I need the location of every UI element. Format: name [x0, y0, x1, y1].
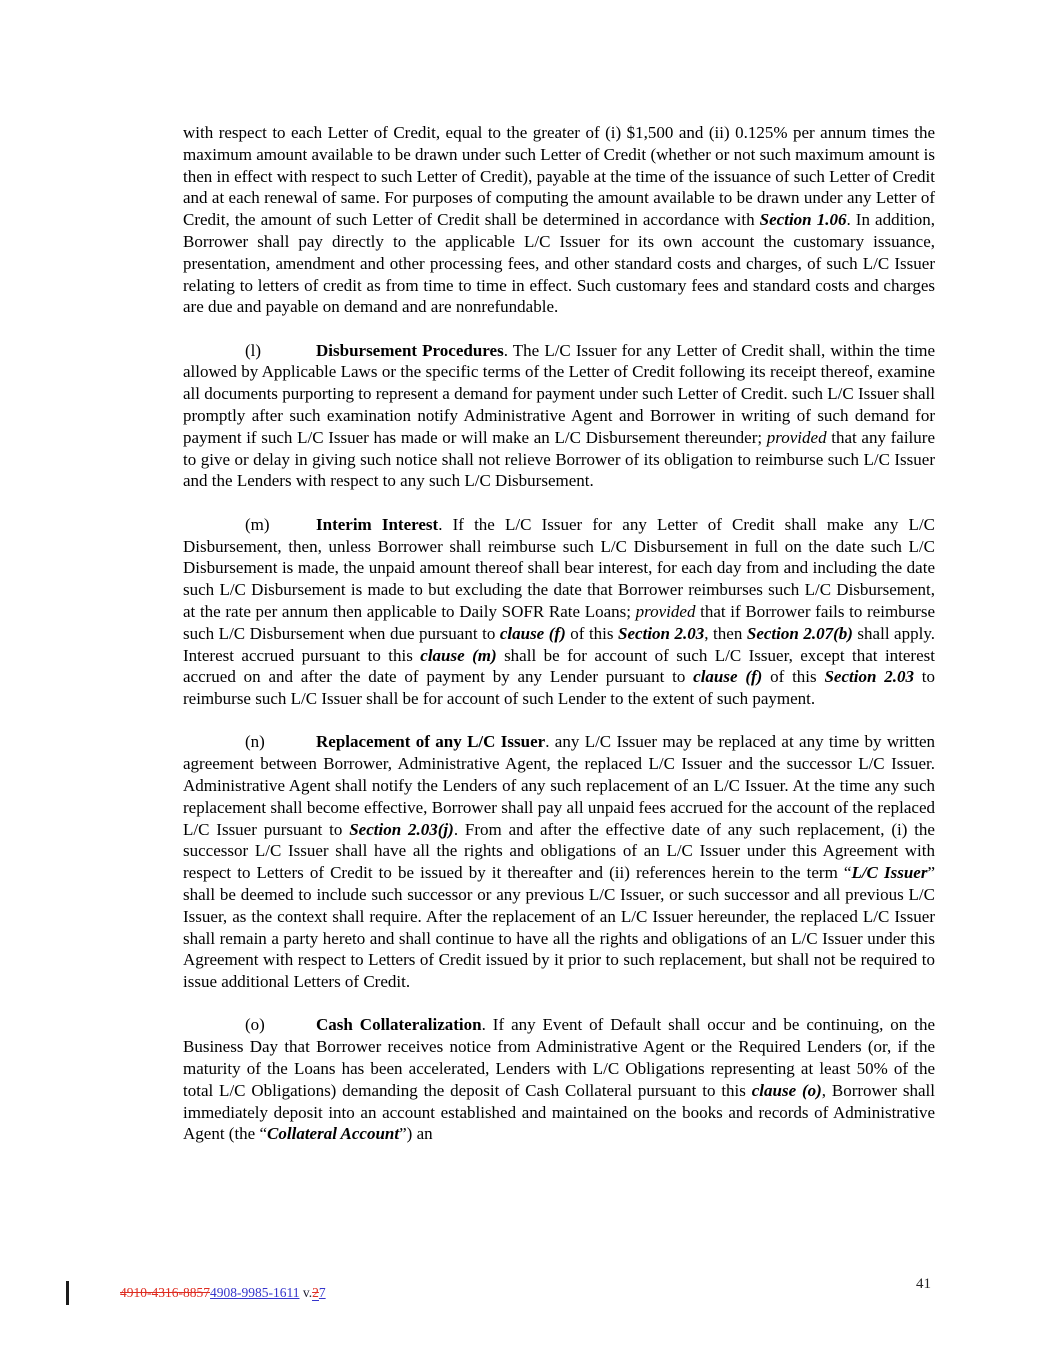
- paragraph-m: [183, 514, 935, 710]
- inserted-document-id: 4908-9985-1611: [210, 1285, 300, 1300]
- text-run: that any failure to give or delay in giving such notice shall not relieve Borrower of its obligation to reimburse such L/C Issuer and the Lenders with respect to any such L/C Disbursement.: [183, 427, 935, 491]
- text-run: L/C Issuer: [851, 863, 928, 883]
- text-run: Collateral Account: [267, 1124, 400, 1144]
- text-run: . If the L/C Issuer for any Letter of Credit shall make any L/C Disbursement, then, unless Borrower shall reimburse such L/C Disbursement in full on the date such L/C Disbursement is made, the unpaid amount thereof shall bear interest, for each day from and including the date such L/C Disbursement is made to but excluding the date that Borrower reimburses such L/C Disbursement, at the rate per annum then applicable to Daily SOFR Rate Loans;: [183, 514, 936, 621]
- paragraph-label: (o): [245, 1015, 265, 1035]
- footer-document-ids: [120, 1284, 326, 1302]
- text-run: , then: [704, 623, 747, 643]
- text-run: provided: [766, 427, 827, 447]
- text-run: Interim Interest: [316, 514, 439, 534]
- text-run: shall apply. Interest accrued pursuant to this: [183, 623, 935, 665]
- text-run: ”) an: [399, 1124, 433, 1144]
- text-run: clause (f): [499, 623, 566, 643]
- version-prefix: v.: [299, 1285, 313, 1300]
- deleted-version-number: 2: [312, 1285, 319, 1300]
- text-run: . If any Event of Default shall occur and be continuing, on the Business Day that Borrower receives notice from Administrative Agent or the Required Lenders (or, if the maturity of the Loans has been accelerated, Lenders with L/C Obligations representing at least 50% of the total L/C Obligations) demanding the deposit of Cash Collateral pursuant to this: [183, 1015, 936, 1100]
- page-number: 41: [916, 1276, 931, 1292]
- paragraph-n: [183, 731, 935, 993]
- text-run: . From and after the effective date of any such replacement, (i) the successor L/C Issuer shall have all the rights and obligations of an L/C Issuer under this Agreement with respect to Letters of Credit to be issued by it thereafter and (ii) references herein to the term “: [183, 819, 935, 883]
- text-run: . In addition, Borrower shall pay directly to the applicable L/C Issuer for its own account the customary issuance, presentation, amendment and other processing fees, and other standard costs and charges, of such L/C Issuer relating to letters of credit as from time to time in effect. Such customary fees and standard costs and charges are due and payable on demand and are nonrefundable.: [183, 210, 935, 317]
- text-run: that if Borrower fails to reimburse such L/C Disbursement when due pursuant to: [183, 601, 935, 643]
- text-run: with respect to each Letter of Credit, equal to the greater of (i) $1,500 and (ii) 0.125% per annum times the maximum amount available to be drawn under such Letter of Credit (whether or not such maximum amount is then in effect with respect to such Letter of Credit), payable at the time of the issuance of such Letter of Credit and at each renewal of same. For purposes of computing the amount available to be drawn under any Letter of Credit, the amount of such Letter of Credit shall be determined in accordance with: [183, 123, 935, 230]
- paragraph-label: (m): [245, 514, 270, 534]
- text-run: Replacement of any L/C Issuer: [316, 732, 546, 752]
- text-run: of this: [762, 667, 825, 687]
- text-run: provided: [635, 601, 696, 621]
- deleted-document-id: 4910-4316-8857: [120, 1285, 210, 1300]
- document-body: [183, 122, 935, 1167]
- text-run: Section 2.07(b): [746, 623, 853, 643]
- text-run: . any L/C Issuer may be replaced at any time by written agreement between Borrower, Administrative Agent, the replaced L/C Issuer and the successor L/C Issuer. Administrative Agent shall notify the Lenders of any such replacement of an L/C Issuer. At the time any such replacement shall become effective, Borrower shall pay all unpaid fees accrued for the account of the replaced L/C Issuer pursuant to: [183, 732, 935, 839]
- paragraph-l: [183, 340, 935, 493]
- text-run: clause (f): [693, 667, 763, 687]
- text-run: Section 2.03: [824, 667, 914, 687]
- inserted-version-number: 7: [318, 1285, 326, 1300]
- text-run: shall be for account of such L/C Issuer, except that interest accrued on and after the date of payment by any Lender pursuant to: [183, 645, 935, 687]
- text-run: Section 1.06: [759, 210, 847, 230]
- text-run: of this: [565, 623, 619, 643]
- paragraph-o: [183, 1014, 935, 1145]
- text-run: . The L/C Issuer for any Letter of Credit shall, within the time allowed by Applicable Laws or the specific terms of the Letter of Credit following its receipt thereof, examine all documents purporting to represent a demand for payment under such Letter of Credit. such L/C Issuer shall promptly after such examination notify Administrative Agent and Borrower in writing of such demand for payment if such L/C Issuer has made or will make an L/C Disbursement thereunder;: [183, 340, 935, 447]
- paragraph-k-continuation: [183, 122, 935, 318]
- text-run: Disbursement Procedures: [316, 340, 504, 360]
- text-run: ” shall be deemed to include such successor or any previous L/C Issuer, or such successor and all previous L/C Issuer, as the context shall require. After the replacement of an L/C Issuer hereunder, the replaced L/C Issuer shall remain a party hereto and shall continue to have all the rights and obligations of an L/C Issuer under this Agreement with respect to Letters of Credit issued by it prior to such replacement, but shall not be required to issue additional Letters of Credit.: [183, 863, 935, 992]
- text-run: to reimburse such L/C Issuer shall be for account of such Lender to the extent of such payment.: [183, 667, 935, 709]
- text-run: Section 2.03: [618, 623, 705, 643]
- text-run: , Borrower shall immediately deposit into an account established and maintained on the books and records of Administrative Agent (the “: [183, 1080, 935, 1144]
- text-run: clause (o): [751, 1080, 822, 1100]
- text-run: Cash Collateralization: [316, 1015, 482, 1035]
- text-run: Section 2.03(j): [349, 819, 454, 839]
- paragraph-label: (n): [245, 732, 265, 752]
- text-run: clause (m): [420, 645, 497, 665]
- paragraph-label: (l): [245, 340, 262, 360]
- change-bar: [66, 1281, 69, 1305]
